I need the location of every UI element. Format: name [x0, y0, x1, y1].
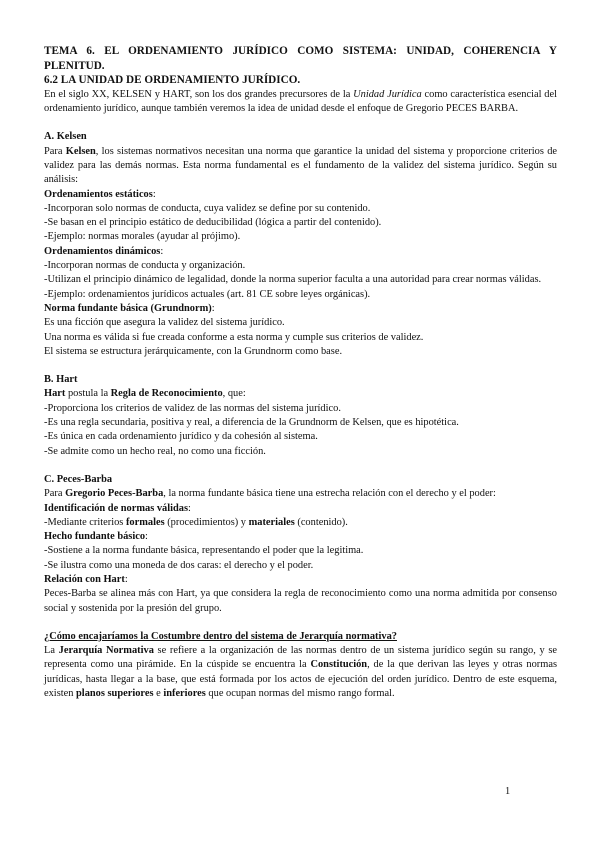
valid-end: (contenido).	[294, 516, 348, 528]
fact-item: -Sostiene a la norma fundante básica, representando el poder que la legitima.	[44, 545, 364, 557]
fact-heading: Hecho fundante básico	[44, 531, 146, 543]
kelsen-heading: A. Kelsen	[44, 131, 87, 143]
static-item: -Se basan en el principio estático de deducibilidad (lógica a partir del contenido).	[44, 217, 382, 229]
custom-bold-1: Jerarquía Normativa	[58, 645, 154, 657]
custom-text-4: que ocupan normas del mismo rango formal.	[205, 688, 395, 700]
page-number: 1	[505, 786, 511, 797]
hart-item: -Proporciona los criterios de validez de las normas del sistema jurídico.	[44, 402, 341, 414]
hart-item: -Se admite como un hecho real, no como una ficción.	[44, 445, 266, 457]
hart-bold-2: Regla de Reconocimiento	[110, 388, 223, 400]
hart-intro	[44, 387, 557, 401]
hart-mid: postula la	[65, 388, 111, 400]
intro-text-1: En el siglo XX, KELSEN y HART, son los dos grandes precursores de la	[44, 88, 354, 100]
dynamic-item: -Utilizan el principio dinámico de legalidad, donde la norma superior faculta a una autoridad para crear normas válidas.	[44, 274, 542, 286]
custom-pre: La	[44, 645, 59, 657]
custom-bold-3: planos superiores	[76, 688, 154, 700]
hart-end: , que:	[222, 388, 246, 400]
hart-heading: B. Hart	[44, 374, 78, 386]
fact-heading-line: Hecho fundante básico:	[44, 531, 148, 543]
hart-item: -Es una regla secundaria, positiva y real, a diferencia de la Grundnorm de Kelsen, que es hipotética.	[44, 417, 459, 429]
valid-bold-1: formales	[125, 516, 165, 528]
peces-pre: Para	[44, 488, 66, 500]
kelsen-bold: Kelsen	[65, 145, 96, 157]
dynamic-item: -Ejemplo: ordenamientos jurídicos actuales (art. 81 CE sobre leyes orgánicas).	[44, 288, 371, 300]
kelsen-post: , los sistemas normativos necesitan una norma que garantice la unidad del sistema y proporcione criterios de validez para las demás normas. Esta norma fundamental es el fundamento de la validez del sistema jurídico. Según su análisis:	[44, 145, 558, 186]
custom-bold-2: Constitución	[310, 659, 368, 671]
peces-post: , la norma fundante básica tiene una estrecha relación con el derecho y el poder:	[163, 488, 496, 500]
fact-item: -Se ilustra como una moneda de dos caras: el derecho y el poder.	[44, 559, 314, 571]
peces-heading: C. Peces-Barba	[44, 473, 113, 485]
static-heading: Ordenamientos estáticos	[44, 188, 153, 200]
valid-item	[44, 516, 557, 530]
static-item: -Ejemplo: normas morales (ayudar al prójimo).	[44, 231, 241, 243]
intro-emphasis: Unidad Jurídica	[353, 88, 422, 100]
grundnorm-item: Es una ficción que asegura la validez del sistema jurídico.	[44, 317, 285, 329]
custom-text-1: se refiere a la organización de las normas dentro de un sistema jurídico según su rango, y se representa como una pirámide. En la cúspide se encuentra la	[44, 645, 557, 671]
document-title: TEMA 6. EL ORDENAMIENTO JURÍDICO COMO SISTEMA: UNIDAD, COHERENCIA Y PLENITUD.	[44, 45, 557, 72]
custom-question: ¿Cómo encajaríamos la Costumbre dentro del sistema de Jerarquía normativa?	[44, 630, 397, 642]
valid-mid: (procedimientos) y	[164, 516, 249, 528]
custom-text-3: e	[153, 688, 164, 700]
custom-text-2: , de la que derivan las leyes y otras normas jurídicas, hasta llegar a la base, que está formada por los actos de ejecución del orden jurídico. Dentro de este esquema, existen	[44, 659, 557, 700]
relation-heading: Relación con Hart	[44, 573, 125, 585]
dynamic-item: -Incorporan normas de conducta y organización.	[44, 260, 246, 272]
valid-heading-line: Identificación de normas válidas:	[44, 502, 191, 514]
valid-pre: -Mediante criterios	[44, 516, 126, 528]
static-heading-line: Ordenamientos estáticos:	[44, 188, 156, 200]
dynamic-heading-line: Ordenamientos dinámicos:	[44, 245, 164, 257]
grundnorm-heading: Norma fundante básica (Grundnorm)	[44, 302, 212, 314]
kelsen-pre: Para	[44, 145, 66, 157]
hart-item: -Es única en cada ordenamiento jurídico y da cohesión al sistema.	[44, 431, 318, 443]
dynamic-heading: Ordenamientos dinámicos	[44, 245, 161, 257]
custom-paragraph	[44, 644, 557, 701]
kelsen-paragraph	[44, 145, 557, 188]
document-page	[44, 44, 557, 701]
peces-bold: Gregorio Peces-Barba	[65, 488, 164, 500]
grundnorm-heading-line: Norma fundante básica (Grundnorm):	[44, 302, 215, 314]
relation-heading-line: Relación con Hart:	[44, 573, 128, 585]
grundnorm-item: Una norma es válida si fue creada conforme a esta norma y cumple sus criterios de validez.	[44, 331, 424, 343]
peces-paragraph	[44, 487, 557, 501]
valid-heading: Identificación de normas válidas	[44, 502, 189, 514]
intro-paragraph	[44, 88, 557, 117]
section-title: 6.2 LA UNIDAD DE ORDENAMIENTO JURÍDICO.	[44, 74, 301, 87]
intro-text-2: como característica esencial del ordenamiento jurídico, aunque también veremos la idea de unidad desde el enfoque de Gregorio PECES BARBA.	[44, 88, 557, 115]
custom-bold-4: inferiores	[163, 688, 206, 700]
grundnorm-item: El sistema se estructura jerárquicamente, con la Grundnorm como base.	[44, 345, 343, 357]
valid-bold-2: materiales	[248, 516, 295, 528]
relation-paragraph: Peces-Barba se alinea más con Hart, ya que considera la regla de reconocimiento como una norma admitida por consenso social y sostenida por la presión del grupo.	[44, 588, 557, 614]
static-item: -Incorporan solo normas de conducta, cuya validez se define por su contenido.	[44, 202, 371, 214]
hart-bold-1: Hart	[44, 388, 66, 400]
